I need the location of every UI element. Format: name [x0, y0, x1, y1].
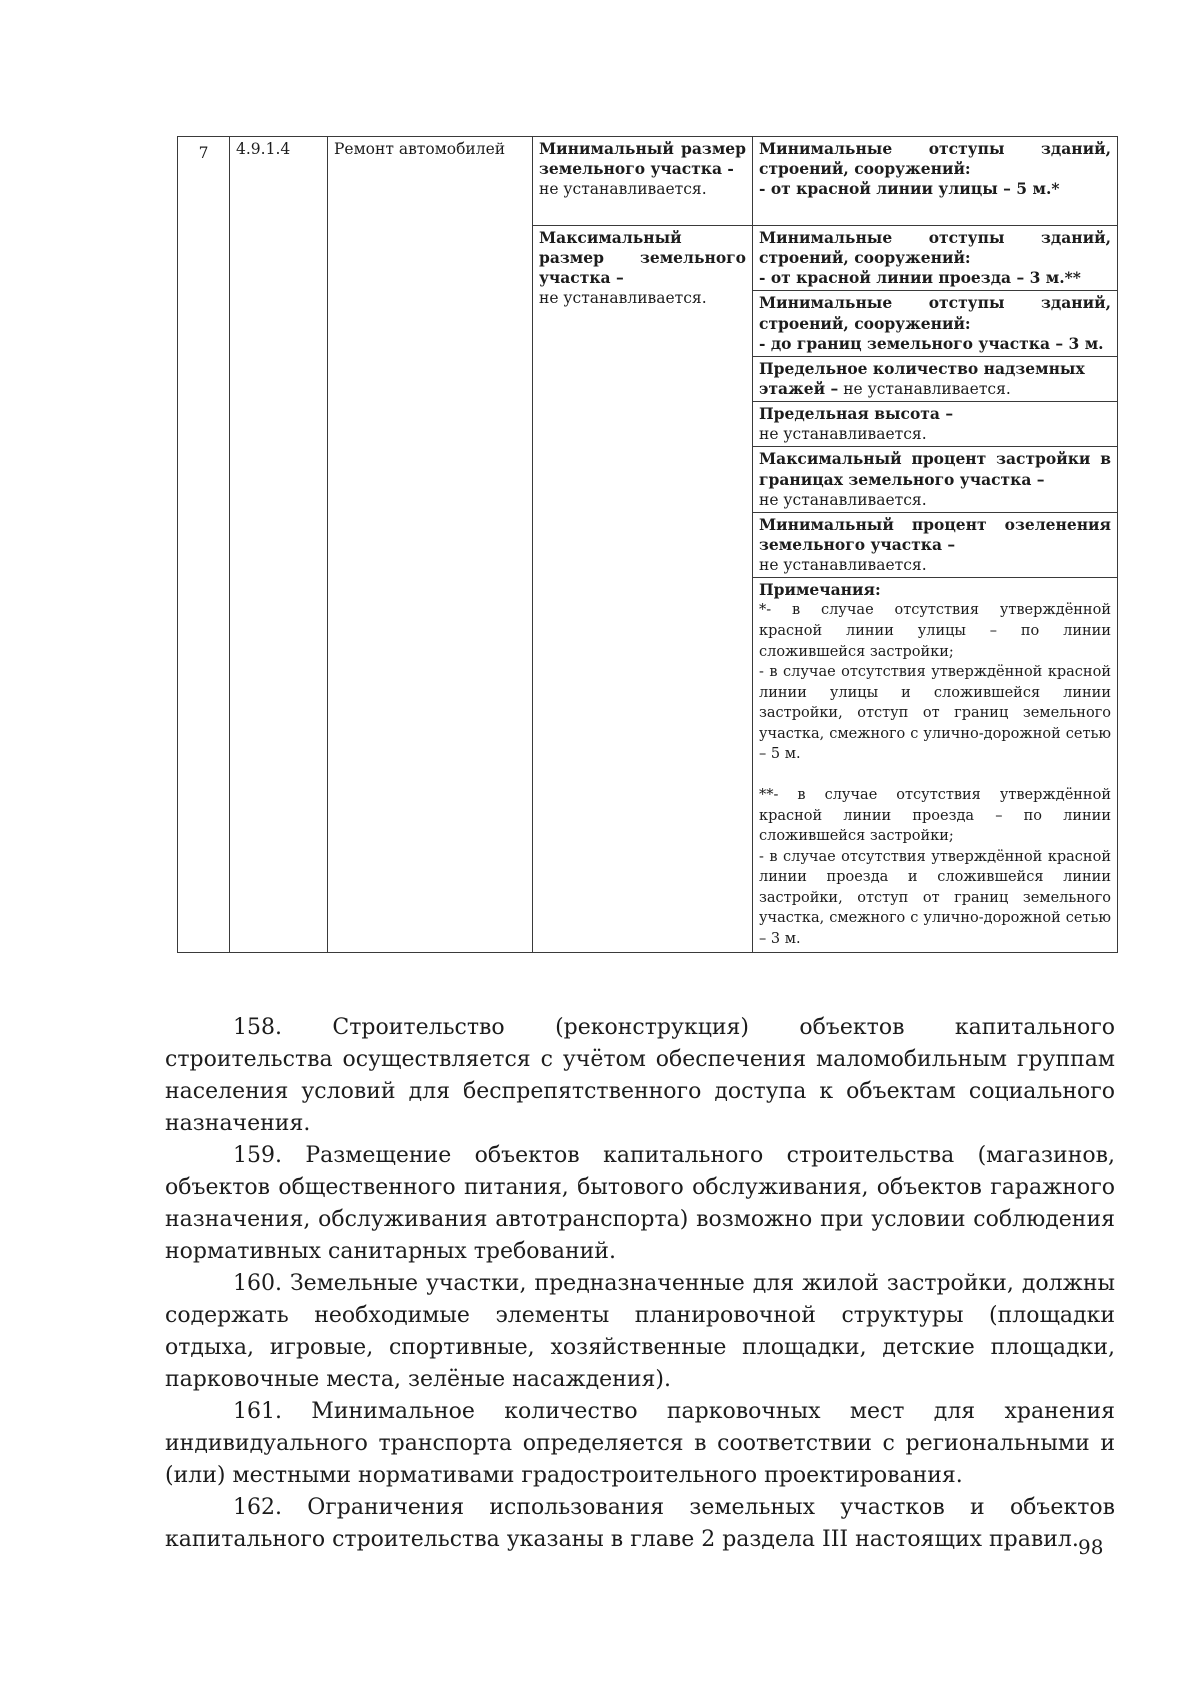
- param-cell-1: [753, 137, 1118, 226]
- param-title: Минимальные отступы зданий, строений, сооружений:: [759, 139, 1111, 179]
- note-3: **- в случае отсутствия утверждённой красной линии проезда – по линии сложившейся застройки;: [759, 787, 1111, 845]
- min-size-cell: [533, 137, 753, 226]
- param-title: Максимальный процент застройки в границах земельного участка –: [759, 449, 1111, 489]
- param-value: не устанавливается.: [759, 490, 927, 509]
- max-size-value: не устанавливается.: [539, 289, 707, 308]
- param-cell-4: [753, 356, 1118, 401]
- min-size-title: Минимальный размер земельного участка -: [539, 139, 746, 179]
- param-cell-5: [753, 402, 1118, 447]
- param-cell-7: [753, 512, 1118, 577]
- table-row: [178, 137, 1118, 226]
- paragraph-161: 161. Минимальное количество парковочных мест для хранения индивидуального транспорта определяется в соответствии с региональными и (или) местными нормативами градостроительного проектирования.: [165, 1399, 1115, 1488]
- paragraph-159: 159. Размещение объектов капитального строительства (магазинов, объектов общественного питания, бытового обслуживания, объектов гаражного назначения, обслуживания автотранспорта) возможно при условии соблюдения нормативных санитарных требований.: [165, 1143, 1115, 1264]
- page-number: 98: [1078, 1535, 1104, 1559]
- param-title: Предельная высота –: [759, 404, 954, 424]
- param-cell-6: [753, 447, 1118, 512]
- note-2: - в случае отсутствия утверждённой красной линии улицы и сложившейся линии застройки, отступ от границ земельного участка, смежного с улично-дорожной сетью – 5 м.: [759, 664, 1111, 763]
- param-line: - до границ земельного участка – 3 м.: [759, 333, 1104, 353]
- param-line: - от красной линии улицы – 5 м.*: [759, 179, 1060, 199]
- param-value: не устанавливается.: [843, 379, 1011, 398]
- param-line: - от красной линии проезда – 3 м.**: [759, 268, 1081, 288]
- param-value: не устанавливается.: [759, 556, 927, 575]
- param-title: Минимальный процент озеленения земельного участка –: [759, 514, 1111, 554]
- regulations-table: [177, 136, 1118, 953]
- paragraph-160: 160. Земельные участки, предназначенные для жилой застройки, должны содержать необходимые элементы планировочной структуры (площадки отдыха, игровые, спортивные, хозяйственные площадки, детские площадки, парковочные места, зелёные насаждения).: [165, 1271, 1115, 1392]
- paragraph-158: 158. Строительство (реконструкция) объектов капитального строительства осуществляется с учётом обеспечения маломобильным группам населения условий для беспрепятственного доступа к объектам социального назначения.: [165, 1015, 1115, 1136]
- note-4: - в случае отсутствия утверждённой красной линии проезда и сложившейся линии застройки, отступ от границ земельного участка, смежного с улично-дорожной сетью – 3 м.: [759, 848, 1111, 948]
- use-name-cell: Ремонт автомобилей: [328, 137, 533, 953]
- paragraph-162: 162. Ограничения использования земельных участков и объектов капитального строительства указаны в главе 2 раздела III настоящих правил.: [165, 1495, 1115, 1552]
- param-cell-2: [753, 226, 1118, 291]
- min-size-value: не устанавливается.: [539, 180, 707, 199]
- max-size-title: Максимальный размер земельного участка –: [539, 228, 746, 288]
- param-value: не устанавливается.: [759, 425, 927, 444]
- param-title: Минимальные отступы зданий, строений, сооружений:: [759, 228, 1111, 268]
- param-title: Минимальные отступы зданий, строений, сооружений:: [759, 293, 1111, 333]
- param-title: Предельное количество надземных этажей –: [759, 358, 1085, 398]
- note-1: *- в случае отсутствия утверждённой красной линии улицы – по линии сложившейся застройки;: [759, 602, 1111, 660]
- notes-cell: [753, 578, 1118, 952]
- param-cell-3: [753, 291, 1118, 356]
- body-text: [165, 1012, 1115, 1556]
- row-number-cell: 7: [178, 137, 230, 953]
- code-cell: 4.9.1.4: [230, 137, 328, 953]
- max-size-cell: [533, 226, 753, 953]
- notes-title: Примечания:: [759, 580, 881, 600]
